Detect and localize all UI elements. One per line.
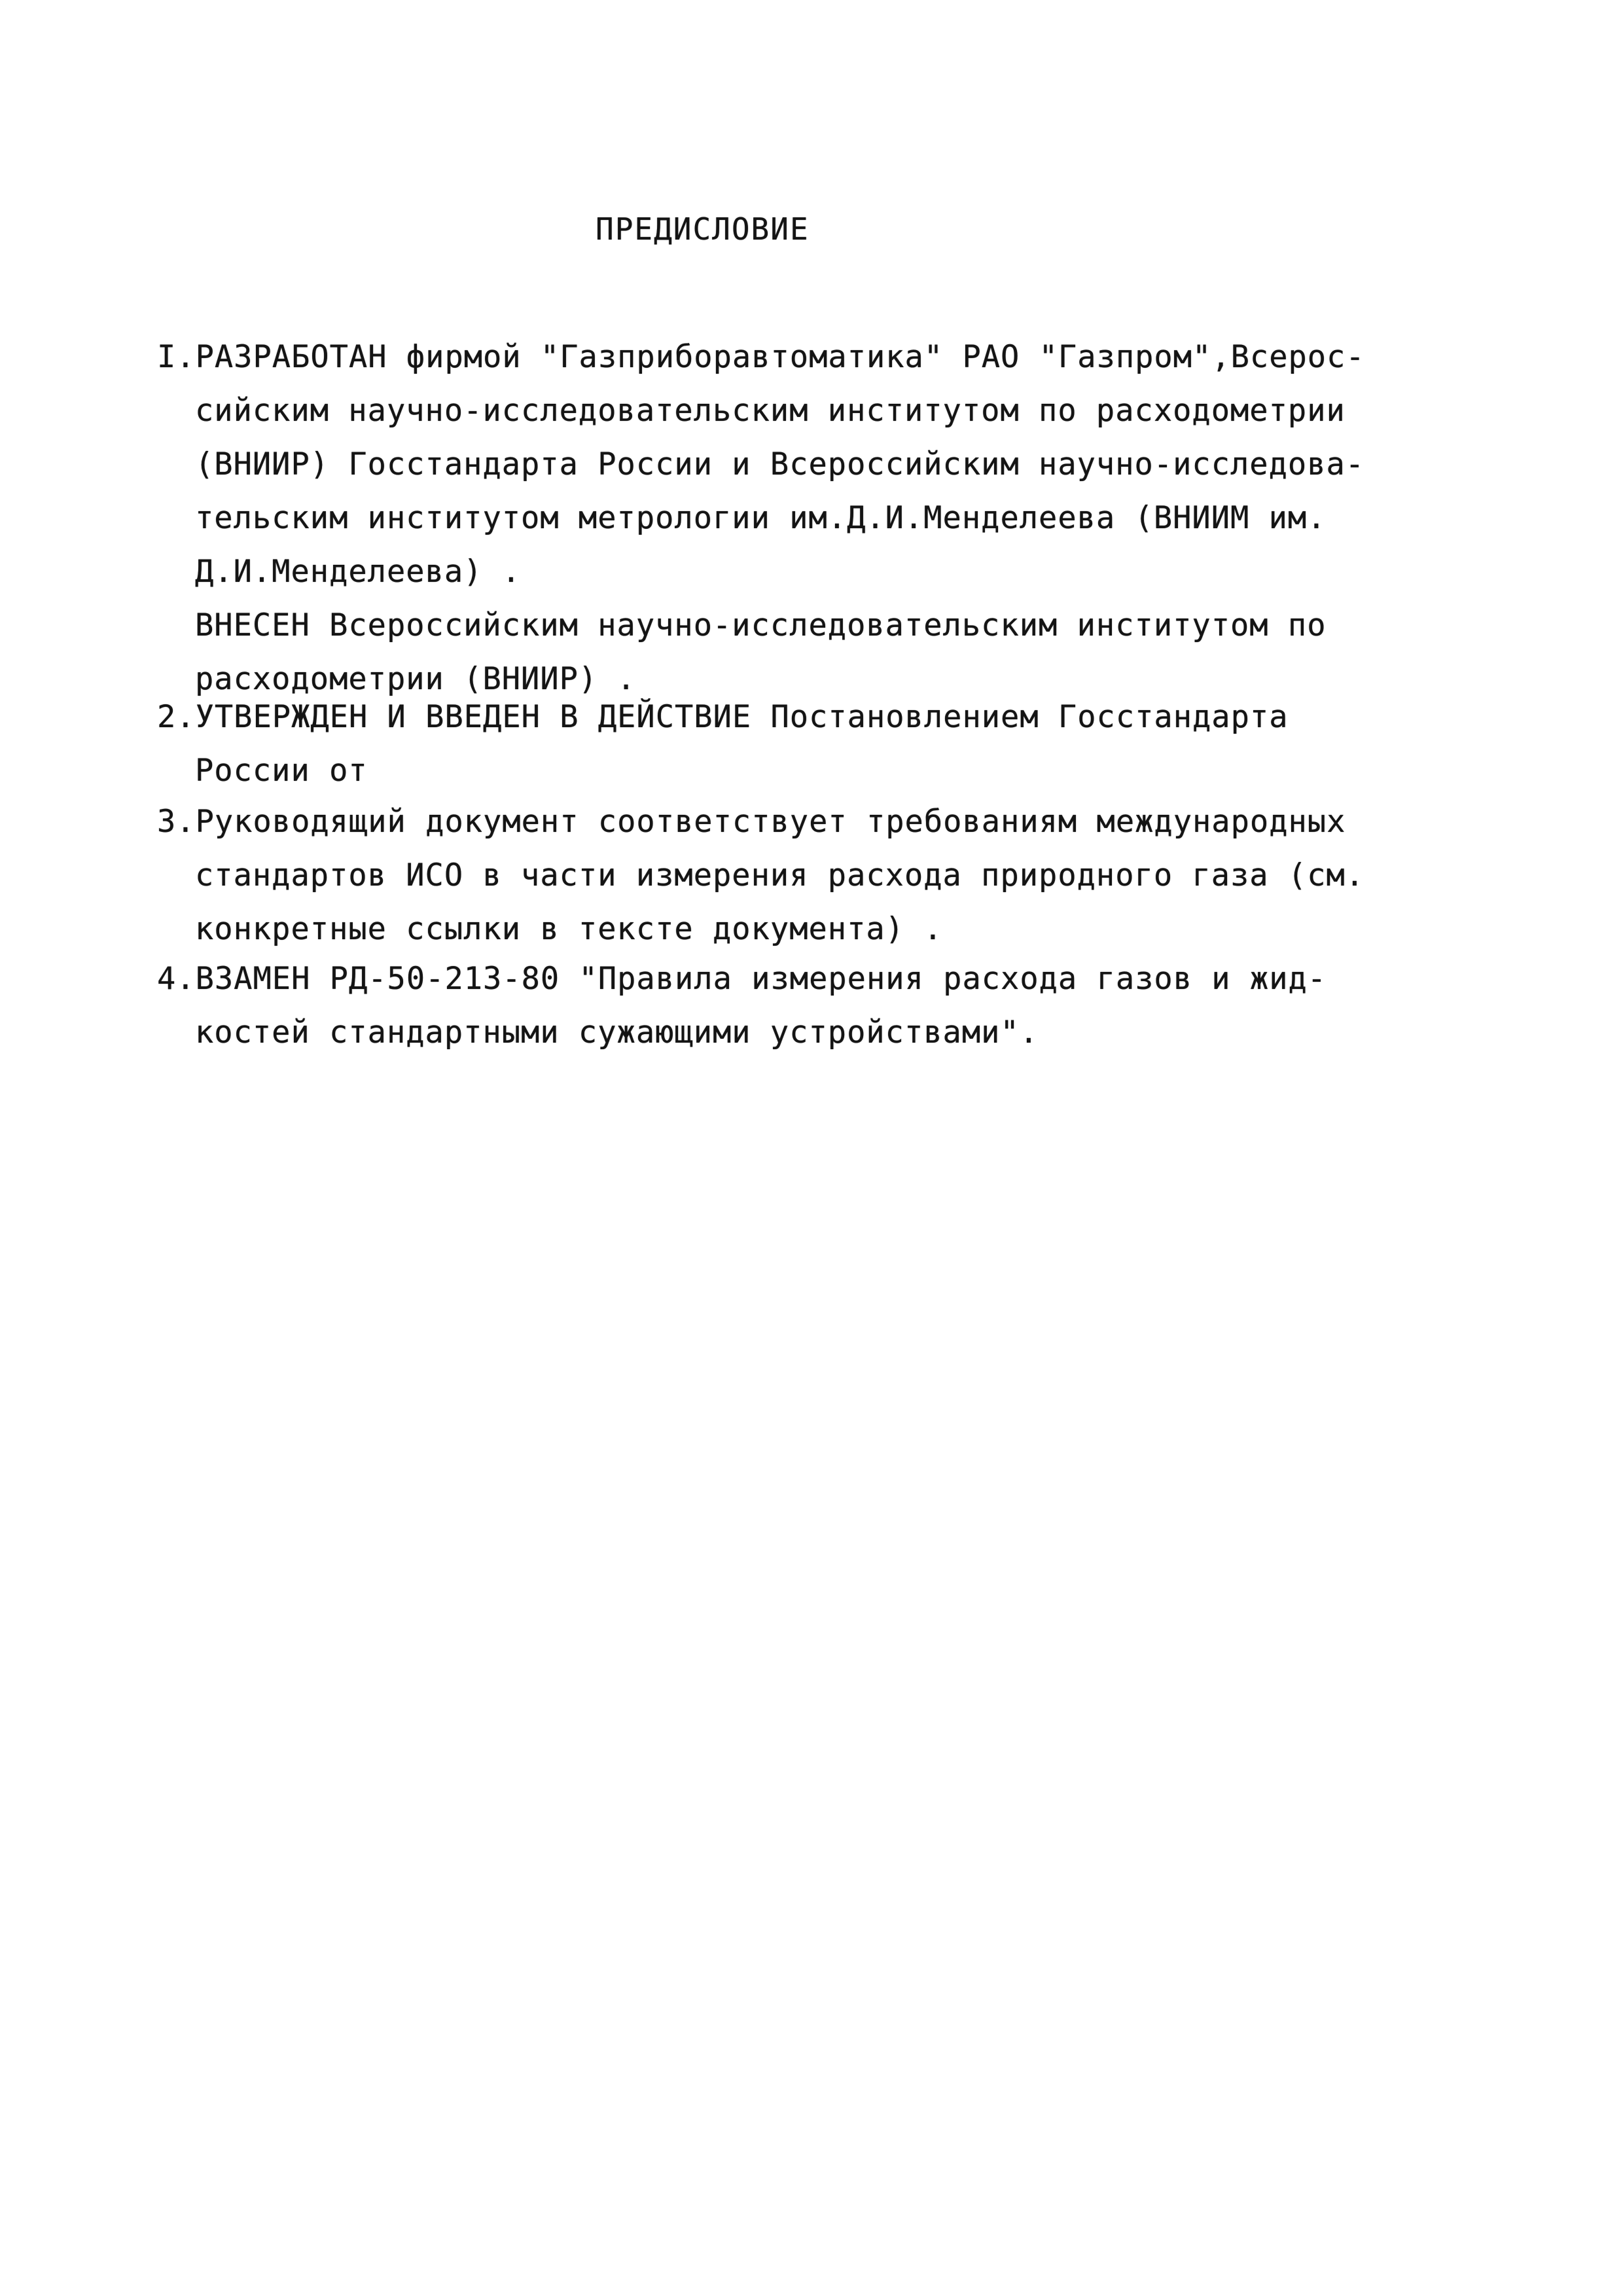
text-line: Д.И.Менделеева) .: [195, 554, 522, 590]
foreword-item-2: [157, 691, 1492, 798]
page-title: ПРЕДИСЛОВИЕ: [596, 211, 810, 247]
text-line: 4.ВЗАМЕН РД-50-213-80 "Правила измерения расхода газов и жид-: [157, 961, 1327, 997]
foreword-item-3: [157, 795, 1492, 956]
text-line: (ВНИИР) Госстандарта России и Всероссийским научно-исследова-: [195, 446, 1365, 482]
text-line: тельским институтом метрологии им.Д.И.Менделеева (ВНИИМ им.: [195, 500, 1327, 536]
foreword-item-4: [157, 952, 1492, 1060]
text-line: костей стандартными сужающими устройствами".: [195, 1014, 1039, 1050]
text-line: России от: [195, 753, 368, 789]
text-line: 3.Руководящий документ соответствует требованиям международных: [157, 804, 1346, 840]
text-line: стандартов ИСО в части измерения расхода природного газа (см.: [195, 857, 1365, 893]
text-line: конкретные ссылки в тексте документа) .: [195, 911, 943, 947]
text-line: сийским научно-исследовательским институтом по расходометрии: [195, 393, 1346, 429]
text-line: расходометрии (ВНИИР) .: [195, 661, 636, 697]
text-line: ВНЕСЕН Всероссийским научно-исследовательским институтом по: [195, 607, 1327, 643]
text-line: I.РАЗРАБОТАН фирмой "Газприборавтоматика" РАО "Газпром",Всерос-: [157, 339, 1365, 375]
text-line: 2.УТВЕРЖДЕН И ВВЕДЕН В ДЕЙСТВИЕ Постановлением Госстандарта: [157, 699, 1289, 735]
foreword-item-1: [157, 331, 1492, 706]
